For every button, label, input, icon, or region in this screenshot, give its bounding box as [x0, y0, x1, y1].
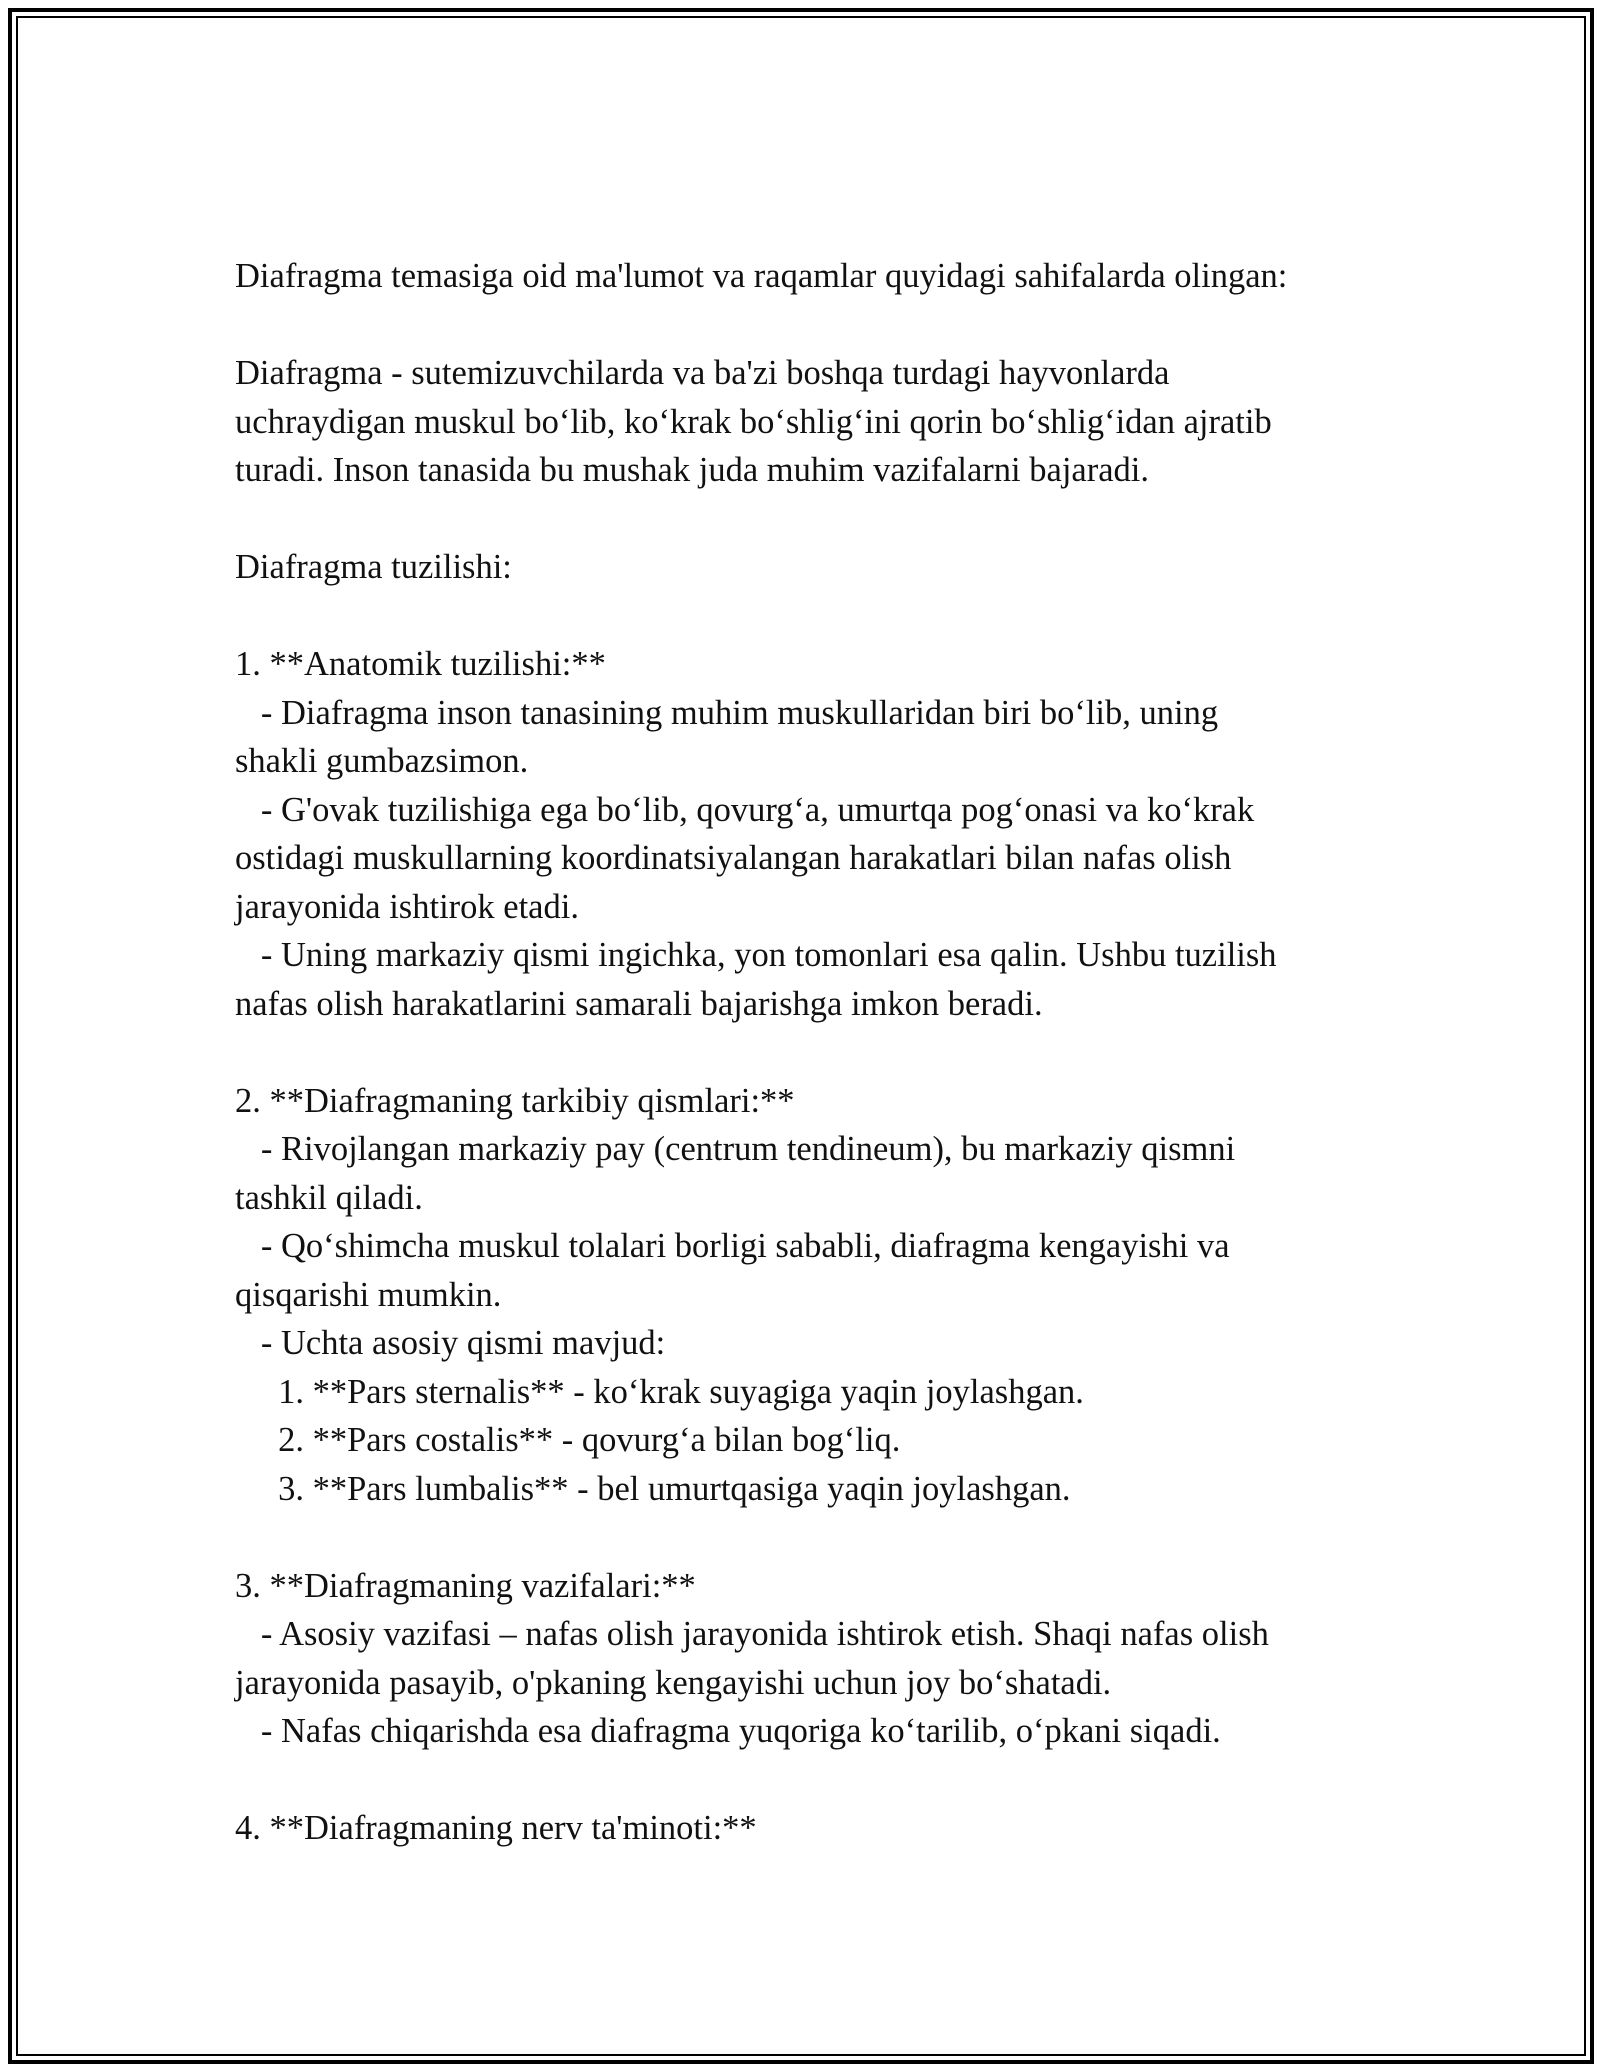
list-heading-1: 1. **Anatomik tuzilishi:** [235, 645, 606, 683]
list-heading-3: 3. **Diafragmaning vazifalari:** [235, 1566, 696, 1605]
list-heading-2: 2. **Diafragmaning tarkibiy qismlari:** [235, 1081, 795, 1120]
list-item-line: - Asosiy vazifasi – nafas olish jarayonida ishtirok etish. Shaqi nafas olish [235, 1615, 1269, 1653]
sublist-item: 1. **Pars sternalis** - ko‘krak suyagiga yaqin joylashgan. [235, 1372, 1084, 1411]
list-item-line: - Diafragma inson tanasining muhim muskullaridan biri bo‘lib, uning [235, 693, 1219, 732]
list-item-line: - Uning markaziy qismi ingichka, yon tomonlari esa qalin. Ushbu tuzilish [235, 936, 1277, 974]
sublist-item: 3. **Pars lumbalis** - bel umurtqasiga yaqin joylashgan. [235, 1469, 1071, 1508]
blank-line [235, 301, 1395, 350]
definition-line: turadi. Inson tanasida bu mushak juda muhim vazifalarni bajaradi. [235, 451, 1149, 489]
blank-line [235, 495, 1395, 544]
list-item-line: shakli gumbazsimon. [235, 742, 529, 780]
blank-line [235, 1028, 1395, 1077]
list-item-line: tashkil qiladi. [235, 1178, 423, 1217]
list-item-line: jarayonida pasayib, o'pkaning kengayishi uchun joy bo‘shatadi. [235, 1663, 1112, 1702]
list-item-line: - Qo‘shimcha muskul tolalari borligi sababli, diafragma kengayishi va [235, 1227, 1230, 1265]
list-item-line: - Uchta asosiy qismi mavjud: [235, 1324, 666, 1362]
list-item-line: - Rivojlangan markaziy pay (centrum tendineum), bu markaziy qismni [235, 1130, 1236, 1168]
list-heading-4: 4. **Diafragmaning nerv ta'minoti:** [235, 1809, 757, 1847]
definition-line: Diafragma - sutemizuvchilarda va ba'zi boshqa turdagi hayvonlarda [235, 354, 1170, 392]
list-item-line: - Nafas chiqarishda esa diafragma yuqoriga ko‘tarilib, o‘pkani siqadi. [235, 1712, 1221, 1750]
blank-line [235, 592, 1395, 641]
blank-line [235, 1756, 1395, 1805]
list-item-line: nafas olish harakatlarini samarali bajarishga imkon beradi. [235, 984, 1043, 1023]
section-heading: Diafragma tuzilishi: [235, 548, 512, 586]
list-item-line: qisqarishi mumkin. [235, 1275, 502, 1314]
definition-line: uchraydigan muskul bo‘lib, ko‘krak bo‘shlig‘ini qorin bo‘shlig‘idan ajratib [235, 402, 1272, 441]
sublist-item: 2. **Pars costalis** - qovurg‘a bilan bog‘liq. [235, 1421, 901, 1459]
document-body [235, 252, 1395, 1853]
list-item-line: jarayonida ishtirok etadi. [235, 887, 579, 926]
list-item-line: - G'ovak tuzilishiga ega bo‘lib, qovurg‘a, umurtqa pog‘onasi va ko‘krak [235, 790, 1255, 829]
intro-line: Diafragma temasiga oid ma'lumot va raqamlar quyidagi sahifalarda olingan: [235, 257, 1288, 295]
blank-line [235, 1513, 1395, 1562]
list-item-line: ostidagi muskullarning koordinatsiyalangan harakatlari bilan nafas olish [235, 839, 1232, 877]
